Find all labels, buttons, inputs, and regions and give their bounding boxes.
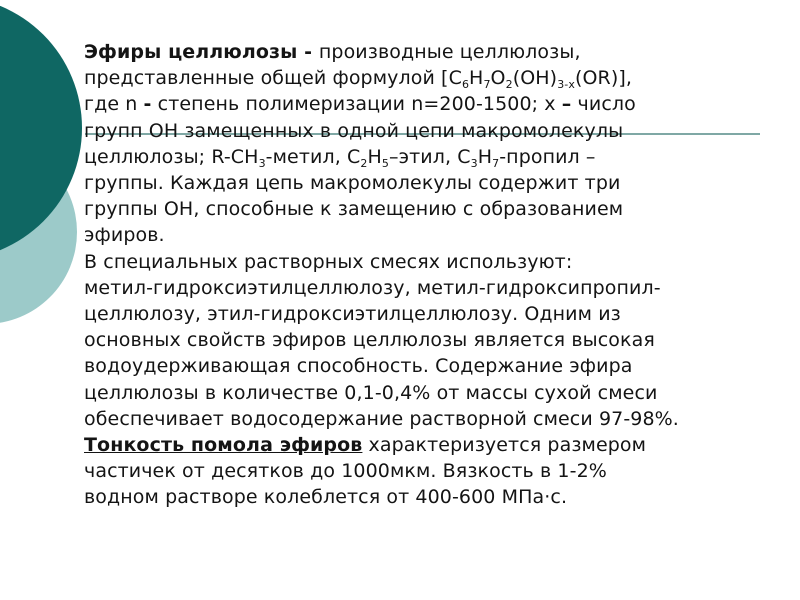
formula-subscript: 7 bbox=[492, 156, 500, 170]
formula-subscript: 6 bbox=[461, 78, 470, 92]
text-line-8: эфиров. bbox=[84, 224, 165, 247]
fineness-heading: Тонкость помола эфиров bbox=[84, 434, 363, 457]
body-text: Н bbox=[477, 145, 493, 168]
text-line-3 bbox=[84, 91, 784, 117]
bold-dash: - bbox=[143, 93, 152, 116]
intro-text: производные целлюлозы, bbox=[318, 41, 581, 63]
formula-subscript: 5 bbox=[381, 156, 389, 170]
body-text: число bbox=[571, 93, 636, 116]
formula-text: Н bbox=[469, 67, 484, 90]
text-line-6: группы. Каждая цепь макромолекулы содержит три bbox=[84, 172, 621, 195]
text-line-15: обеспечивает водосодержание растворной смеси 97-98%. bbox=[84, 407, 679, 430]
formula-subscript: 3-х bbox=[557, 78, 575, 92]
body-text: где n bbox=[84, 93, 144, 116]
formula-text: О bbox=[490, 67, 506, 90]
formula-text: (ОR)], bbox=[574, 67, 633, 90]
slide-title: Эфиры целлюлозы bbox=[84, 41, 298, 63]
body-text: степень полимеризации n=200-1500; x bbox=[151, 93, 562, 116]
body-text: -метил, С bbox=[265, 145, 361, 168]
text-line-12: основных свойств эфиров целлюлозы является высокая bbox=[84, 329, 655, 352]
body-text: характеризуется размером bbox=[362, 434, 647, 457]
text-line-9: В специальных растворных смесях используют: bbox=[84, 250, 573, 273]
text-line-1 bbox=[84, 39, 784, 65]
text-line-14: целлюлозы в количестве 0,1-0,4% от массы сухой смеси bbox=[84, 381, 658, 404]
text-line-4: групп ОН замещенных в одной цепи макромолекулы bbox=[84, 119, 624, 142]
formula-subscript: 3 bbox=[258, 156, 266, 170]
body-text: Н bbox=[367, 145, 382, 168]
formula-subscript: 3 bbox=[470, 156, 478, 170]
text-line-18: водном растворе колеблется от 400-600 МПа·с. bbox=[84, 486, 568, 509]
text-line-7: группы ОН, способные к замещению с образованием bbox=[84, 198, 624, 221]
formula-text: представленные общей формулой [С bbox=[84, 67, 462, 90]
formula-subscript: 7 bbox=[483, 78, 491, 92]
text-line-11: целлюлозу, этил-гидроксиэтилцеллюлозу. Одним из bbox=[84, 303, 621, 326]
bold-dash: – bbox=[561, 93, 572, 116]
body-text: -пропил – bbox=[499, 145, 596, 168]
title-dash: - bbox=[297, 41, 319, 63]
body-text: целлюлозы; R-CH bbox=[84, 145, 259, 168]
text-line-10: метил-гидроксиэтилцеллюлозу, метил-гидроксипропил- bbox=[84, 276, 661, 299]
body-text: –этил, С bbox=[388, 145, 471, 168]
slide-body bbox=[84, 39, 784, 511]
formula-text: (ОН) bbox=[512, 67, 558, 90]
text-line-5 bbox=[84, 144, 784, 170]
formula-subscript: 2 bbox=[360, 156, 368, 170]
text-line-2 bbox=[84, 65, 784, 91]
text-line-13: водоудерживающая способность. Содержание эфира bbox=[84, 355, 633, 378]
text-line-16 bbox=[84, 432, 784, 458]
text-line-17: частичек от десятков до 1000мкм. Вязкость в 1-2% bbox=[84, 460, 607, 483]
formula-subscript: 2 bbox=[505, 78, 513, 92]
